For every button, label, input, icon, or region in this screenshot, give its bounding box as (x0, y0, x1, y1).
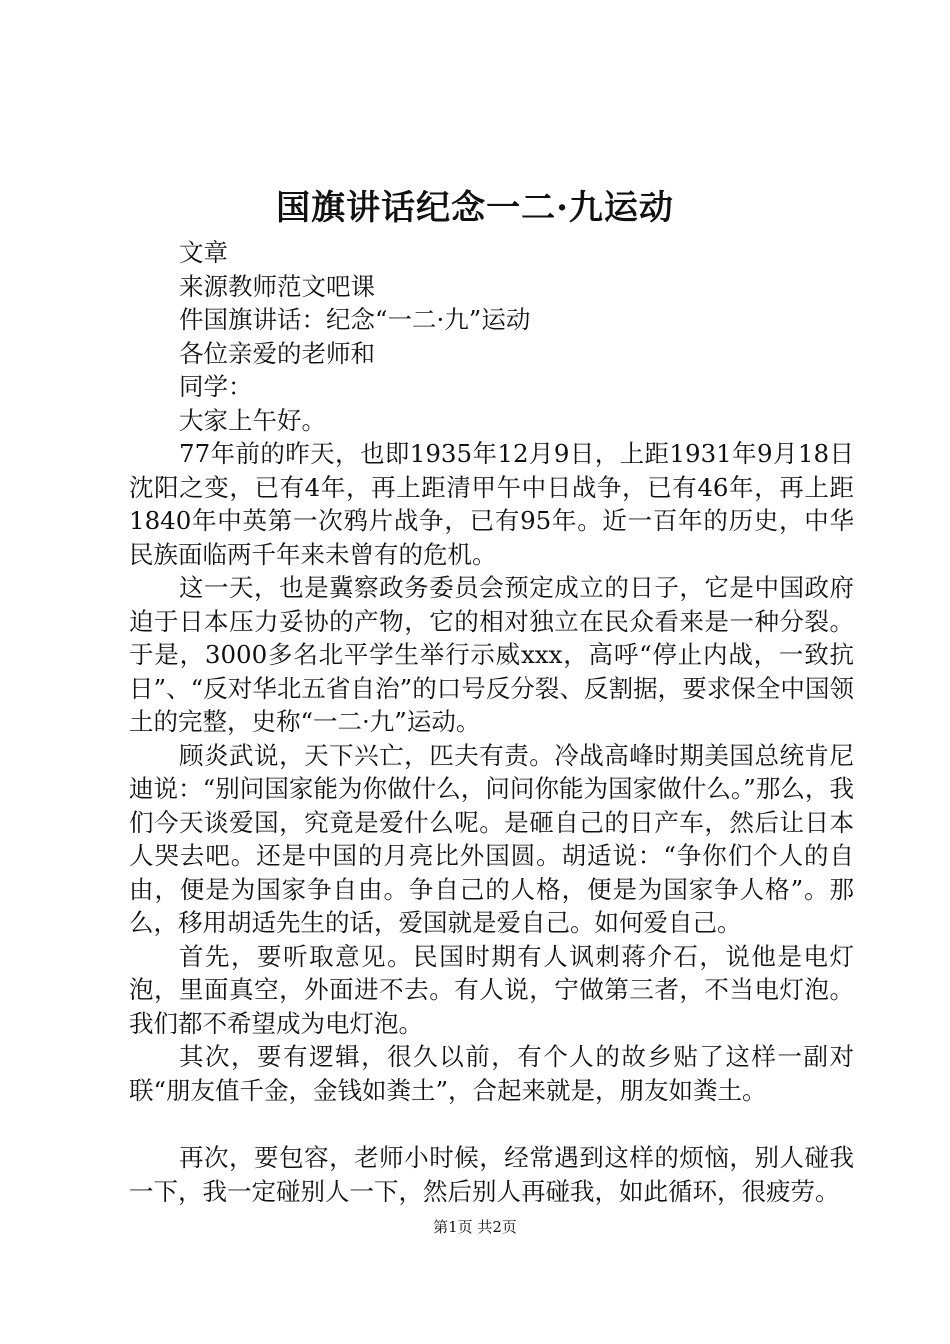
intro-line: 各位亲爱的老师和 (179, 338, 375, 368)
page-footer: 第1页 共2页 (433, 1218, 517, 1236)
paragraph-spacer (129, 1107, 854, 1141)
intro-line: 文章 (179, 238, 228, 267)
intro-line: 件国旗讲话：纪念“一二·九”运动 (179, 305, 531, 334)
greeting-line: 大家上午好。 (179, 405, 326, 435)
paragraph: 再次，要包容，老师小时候，经常遇到这样的烦恼，别人碰我一下，我一定碰别人一下，然后别人再碰我，如此循环，很疲劳。 (129, 1143, 854, 1206)
intro-line: 来源教师范文吧课 (179, 271, 375, 301)
paragraph: 其次，要有逻辑，很久以前，有个人的故乡贴了这样一副对联“朋友值千金，金钱如粪土”，合起来就是，朋友如粪土。 (129, 1042, 854, 1105)
document-title: 国旗讲话纪念一二·九运动 (276, 188, 674, 228)
paragraph: 77年前的昨天，也即1935年12月9日，上距1931年9月18日沈阳之变，已有4年，再上距清甲午中日战争，已有46年，再上距1840年中英第一次鸦片战争，已有95年。近一百年的历史，中华民族面临两千年来未曾有的危机。 (129, 439, 854, 569)
document-body (129, 236, 854, 1208)
paragraph: 首先，要听取意见。民国时期有人讽刺蒋介石，说他是电灯泡，里面真空，外面进不去。有人说，宁做第三者，不当电灯泡。我们都不希望成为电灯泡。 (129, 941, 854, 1038)
paragraph: 这一天，也是冀察政务委员会预定成立的日子，它是中国政府迫于日本压力妥协的产物，它的相对独立在民众看来是一种分裂。于是，3000多名北平学生举行示威xxx，高呼“停止内战，一致抗日”、“反对华北五省自治”的口号反分裂、反割据，要求保全中国领土的完整，史称“一二·九”运动。 (129, 573, 854, 736)
intro-line: 同学： (179, 372, 253, 401)
paragraph: 顾炎武说，天下兴亡，匹夫有责。冷战高峰时期美国总统肯尼迪说：“别问国家能为你做什么，问问你能为国家做什么。”那么，我们今天谈爱国，究竟是爱什么呢。是砸自己的日产车，然后让日本人哭去吧。还是中国的月亮比外国圆。胡适说：“争你们个人的自由，便是为国家争自由。争自己的人格，便是为国家争人格”。那么，移用胡适先生的话，爱国就是爱自己。如何爱自己。 (129, 740, 854, 937)
